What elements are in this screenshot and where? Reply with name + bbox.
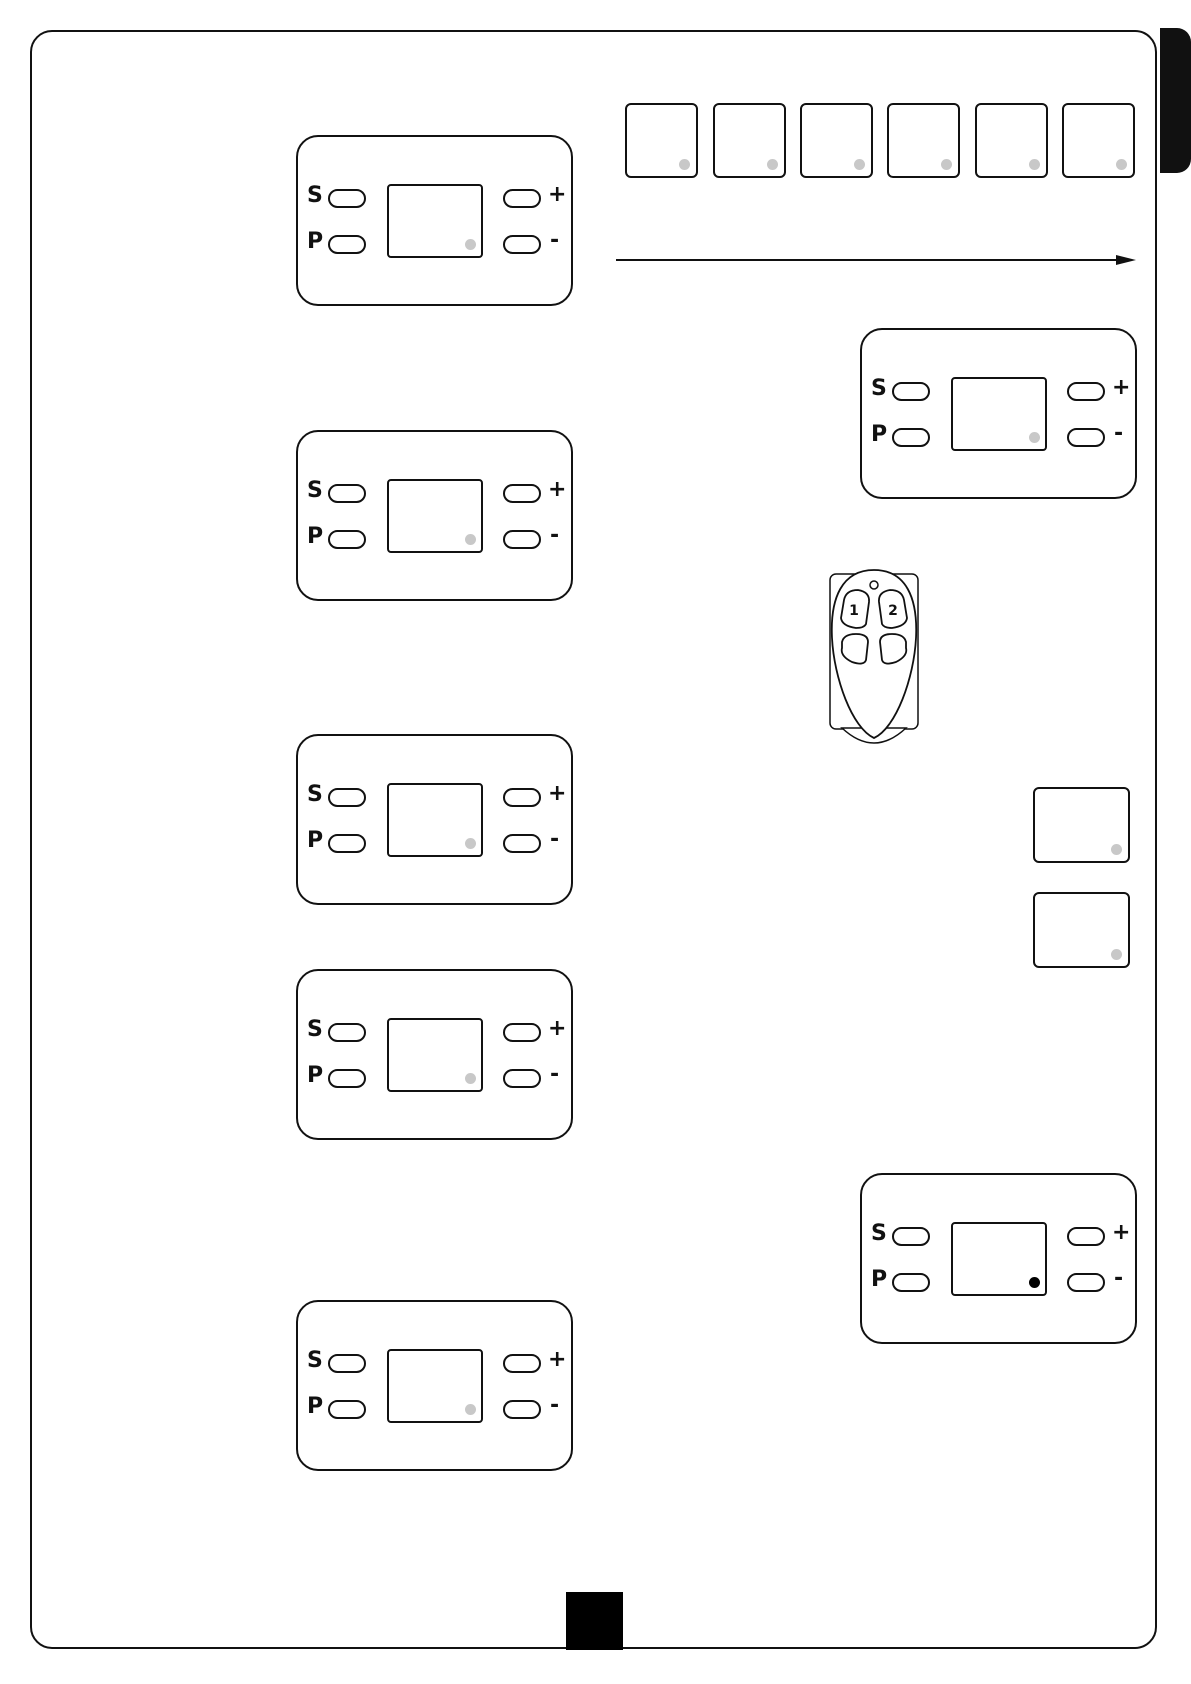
s-button[interactable]	[892, 382, 930, 401]
minus-button[interactable]	[1067, 1273, 1105, 1292]
indicator-dot	[1116, 159, 1127, 170]
remote-label-1: 1	[849, 603, 859, 619]
minus-label: -	[550, 827, 560, 852]
minus-button[interactable]	[503, 1069, 541, 1088]
control-panel-1	[296, 135, 573, 306]
plus-label: +	[548, 182, 567, 207]
indicator-dot	[465, 534, 476, 545]
control-panel-4	[296, 969, 573, 1140]
p-button[interactable]	[328, 1400, 366, 1419]
indicator-dot	[1111, 949, 1122, 960]
plus-label: +	[1112, 375, 1131, 400]
indicator-dot	[465, 239, 476, 250]
minus-button[interactable]	[503, 834, 541, 853]
display-screen	[387, 184, 483, 258]
side-tab	[1160, 28, 1191, 173]
display-screen	[387, 479, 483, 553]
indicator-dot	[1029, 432, 1040, 443]
display-screen	[387, 1018, 483, 1092]
page-number-tab	[566, 1592, 623, 1650]
indicator-dot	[767, 159, 778, 170]
p-button[interactable]	[328, 834, 366, 853]
display-screen	[951, 1222, 1047, 1296]
s-label: S	[871, 376, 887, 401]
s-label: S	[307, 782, 323, 807]
s-button[interactable]	[328, 788, 366, 807]
minus-label: -	[550, 523, 560, 548]
plus-label: +	[548, 1347, 567, 1372]
control-panel-2	[296, 430, 573, 601]
mini-display-7	[1033, 787, 1130, 863]
s-label: S	[871, 1221, 887, 1246]
plus-label: +	[548, 1016, 567, 1041]
mini-display-2	[713, 103, 786, 178]
minus-button[interactable]	[503, 235, 541, 254]
indicator-dot	[941, 159, 952, 170]
p-label: P	[307, 1394, 324, 1419]
p-button[interactable]	[892, 1273, 930, 1292]
plus-label: +	[1112, 1220, 1131, 1245]
control-panel-right-bottom	[860, 1173, 1137, 1344]
display-screen	[387, 1349, 483, 1423]
s-button[interactable]	[328, 189, 366, 208]
indicator-dot	[465, 1073, 476, 1084]
indicator-dot	[465, 838, 476, 849]
s-label: S	[307, 1017, 323, 1042]
p-label: P	[307, 229, 324, 254]
minus-button[interactable]	[1067, 428, 1105, 447]
minus-button[interactable]	[503, 1400, 541, 1419]
control-panel-3	[296, 734, 573, 905]
s-label: S	[307, 478, 323, 503]
s-label: S	[307, 183, 323, 208]
p-button[interactable]	[892, 428, 930, 447]
control-panel-right-top	[860, 328, 1137, 499]
minus-label: -	[550, 1062, 560, 1087]
mini-display-5	[975, 103, 1048, 178]
plus-label: +	[548, 781, 567, 806]
plus-button[interactable]	[1067, 382, 1105, 401]
remote-control-icon	[822, 568, 927, 748]
minus-label: -	[1114, 421, 1124, 446]
indicator-dot	[465, 1404, 476, 1415]
minus-label: -	[550, 1393, 560, 1418]
plus-button[interactable]	[503, 788, 541, 807]
plus-button[interactable]	[503, 1023, 541, 1042]
mini-display-4	[887, 103, 960, 178]
remote-label-2: 2	[888, 603, 898, 619]
active-indicator-dot	[1029, 1277, 1040, 1288]
p-button[interactable]	[328, 1069, 366, 1088]
p-label: P	[871, 422, 888, 447]
s-button[interactable]	[328, 1023, 366, 1042]
indicator-dot	[854, 159, 865, 170]
indicator-dot	[1111, 844, 1122, 855]
plus-button[interactable]	[503, 1354, 541, 1373]
mini-display-3	[800, 103, 873, 178]
control-panel-5	[296, 1300, 573, 1471]
p-label: P	[871, 1267, 888, 1292]
s-button[interactable]	[328, 484, 366, 503]
minus-button[interactable]	[503, 530, 541, 549]
mini-display-6	[1062, 103, 1135, 178]
mini-display-1	[625, 103, 698, 178]
p-label: P	[307, 1063, 324, 1088]
s-button[interactable]	[328, 1354, 366, 1373]
plus-button[interactable]	[503, 189, 541, 208]
s-label: S	[307, 1348, 323, 1373]
plus-label: +	[548, 477, 567, 502]
p-button[interactable]	[328, 530, 366, 549]
plus-button[interactable]	[1067, 1227, 1105, 1246]
s-button[interactable]	[892, 1227, 930, 1246]
plus-button[interactable]	[503, 484, 541, 503]
p-button[interactable]	[328, 235, 366, 254]
indicator-dot	[1029, 159, 1040, 170]
display-screen	[387, 783, 483, 857]
page-frame	[30, 30, 1157, 1649]
sequence-arrow	[616, 250, 1136, 270]
display-screen	[951, 377, 1047, 451]
indicator-dot	[679, 159, 690, 170]
p-label: P	[307, 524, 324, 549]
p-label: P	[307, 828, 324, 853]
minus-label: -	[1114, 1266, 1124, 1291]
mini-display-8	[1033, 892, 1130, 968]
minus-label: -	[550, 228, 560, 253]
